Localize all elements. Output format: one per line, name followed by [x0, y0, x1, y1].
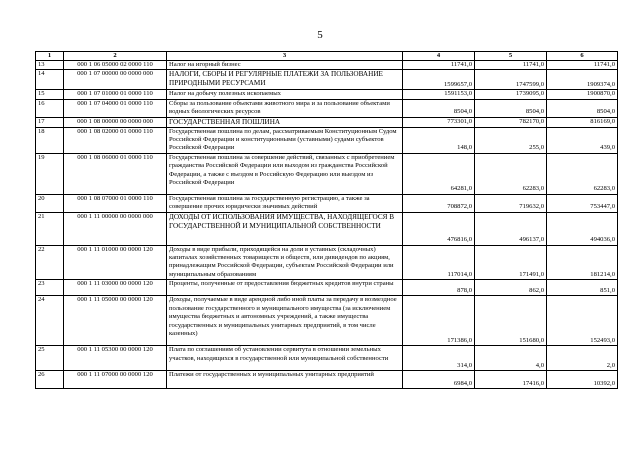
value-year-2: 255,0 — [475, 127, 547, 153]
value-year-1: 1591153,0 — [403, 90, 475, 99]
value-year-1: 8504,0 — [403, 99, 475, 117]
budget-code: 000 1 07 04000 01 0000 110 — [64, 99, 167, 117]
row-number: 18 — [36, 127, 64, 153]
revenue-name: Доходы в виде прибыли, приходящейся на доли в уставных (складочных) капиталах хозяйственных товариществ и обществ, или дивидендов по акциям, принадлежащим Российской Федерации, субъектам Российской Федерации или муниципальным образованиям — [167, 245, 403, 280]
row-number: 16 — [36, 99, 64, 117]
budget-code: 000 1 11 05300 00 0000 120 — [64, 346, 167, 371]
row-number: 17 — [36, 117, 64, 127]
value-year-2: 11741,0 — [475, 61, 547, 70]
value-year-1: 708872,0 — [403, 194, 475, 212]
value-year-1: 773301,0 — [403, 117, 475, 127]
revenue-name: ГОСУДАРСТВЕННАЯ ПОШЛИНА — [167, 117, 403, 127]
budget-code: 000 1 11 05000 00 0000 120 — [64, 296, 167, 346]
table-row — [36, 61, 618, 70]
revenue-table — [35, 51, 618, 389]
value-year-2: 496137,0 — [475, 212, 547, 245]
value-year-3: 851,0 — [547, 280, 618, 296]
budget-code: 000 1 08 06000 01 0000 110 — [64, 153, 167, 194]
row-number: 14 — [36, 70, 64, 90]
value-year-3: 62283,0 — [547, 153, 618, 194]
revenue-name: Государственная пошлина за государственную регистрацию, а также за совершение прочих юридически значимых действий — [167, 194, 403, 212]
value-year-3: 181214,0 — [547, 245, 618, 280]
budget-code: 000 1 08 02000 01 0000 110 — [64, 127, 167, 153]
value-year-3: 816169,0 — [547, 117, 618, 127]
value-year-1: 11741,0 — [403, 61, 475, 70]
revenue-name: Плата по соглашениям об установлении сервитута в отношении земельных участков, находящихся в государственной или муниципальной собственности — [167, 346, 403, 371]
budget-code: 000 1 11 00000 00 0000 000 — [64, 212, 167, 245]
revenue-name: Проценты, полученные от предоставления бюджетных кредитов внутри страны — [167, 280, 403, 296]
value-year-1: 476816,0 — [403, 212, 475, 245]
value-year-3: 2,0 — [547, 346, 618, 371]
budget-code: 000 1 07 00000 00 0000 000 — [64, 70, 167, 90]
value-year-2: 62283,0 — [475, 153, 547, 194]
table-row — [36, 90, 618, 99]
value-year-1: 148,0 — [403, 127, 475, 153]
value-year-3: 1909374,0 — [547, 70, 618, 90]
revenue-name: Налог на игорный бизнес — [167, 61, 403, 70]
value-year-1: 6984,0 — [403, 371, 475, 389]
value-year-3: 753447,0 — [547, 194, 618, 212]
table-row — [36, 296, 618, 346]
value-year-3: 439,0 — [547, 127, 618, 153]
header-cell: 5 — [475, 52, 547, 61]
budget-code: 000 1 07 01000 01 0000 110 — [64, 90, 167, 99]
value-year-3: 11741,0 — [547, 61, 618, 70]
row-number: 25 — [36, 346, 64, 371]
value-year-2: 782170,0 — [475, 117, 547, 127]
value-year-1: 117014,0 — [403, 245, 475, 280]
budget-code: 000 1 11 03000 00 0000 120 — [64, 280, 167, 296]
table-row — [36, 99, 618, 117]
table-row — [36, 371, 618, 389]
header-cell: 2 — [64, 52, 167, 61]
table-row — [36, 212, 618, 245]
value-year-2: 719632,0 — [475, 194, 547, 212]
row-number: 20 — [36, 194, 64, 212]
value-year-2: 17416,0 — [475, 371, 547, 389]
table-row — [36, 117, 618, 127]
revenue-name: Государственная пошлина по делам, рассматриваемым Конституционным Судом Российской Федерации и конституционными (уставными) судами субъектов Российской Федерации — [167, 127, 403, 153]
row-number: 22 — [36, 245, 64, 280]
row-number: 24 — [36, 296, 64, 346]
value-year-3: 8504,0 — [547, 99, 618, 117]
table-header-row — [36, 52, 618, 61]
budget-code: 000 1 08 07000 01 0000 110 — [64, 194, 167, 212]
value-year-2: 171491,0 — [475, 245, 547, 280]
value-year-2: 8504,0 — [475, 99, 547, 117]
table-row — [36, 153, 618, 194]
value-year-2: 4,0 — [475, 346, 547, 371]
budget-code: 000 1 08 00000 00 0000 000 — [64, 117, 167, 127]
value-year-2: 862,0 — [475, 280, 547, 296]
table-row — [36, 280, 618, 296]
row-number: 23 — [36, 280, 64, 296]
value-year-1: 878,0 — [403, 280, 475, 296]
budget-code: 000 1 11 01000 00 0000 120 — [64, 245, 167, 280]
page-number: 5 — [317, 29, 323, 41]
table-row — [36, 346, 618, 371]
header-cell: 4 — [403, 52, 475, 61]
value-year-2: 1739095,0 — [475, 90, 547, 99]
header-cell: 6 — [547, 52, 618, 61]
table-row — [36, 245, 618, 280]
revenue-name: Государственная пошлина за совершение действий, связанных с приобретением гражданства Российской Федерации или выходом из гражданства Российской Федерации, а также с въездом в Российскую Федерацию или выездом из Российской Федерации — [167, 153, 403, 194]
revenue-name: Платежи от государственных и муниципальных унитарных предприятий — [167, 371, 403, 389]
budget-code: 000 1 06 05000 02 0000 110 — [64, 61, 167, 70]
row-number: 15 — [36, 90, 64, 99]
value-year-3: 152493,0 — [547, 296, 618, 346]
row-number: 26 — [36, 371, 64, 389]
value-year-3: 10392,0 — [547, 371, 618, 389]
table-row — [36, 70, 618, 90]
value-year-2: 1747599,0 — [475, 70, 547, 90]
budget-code: 000 1 11 07000 00 0000 120 — [64, 371, 167, 389]
header-cell: 1 — [36, 52, 64, 61]
value-year-1: 314,0 — [403, 346, 475, 371]
value-year-1: 171386,0 — [403, 296, 475, 346]
value-year-1: 64281,0 — [403, 153, 475, 194]
row-number: 19 — [36, 153, 64, 194]
revenue-name: Сборы за пользование объектами животного мира и за пользование объектами водных биологических ресурсов — [167, 99, 403, 117]
row-number: 13 — [36, 61, 64, 70]
revenue-name: Налог на добычу полезных ископаемых — [167, 90, 403, 99]
table-row — [36, 127, 618, 153]
revenue-name: ДОХОДЫ ОТ ИСПОЛЬЗОВАНИЯ ИМУЩЕСТВА, НАХОДЯЩЕГОСЯ В ГОСУДАРСТВЕННОЙ И МУНИЦИПАЛЬНОЙ СОБСТВЕННОСТИ — [167, 212, 403, 245]
revenue-name: НАЛОГИ, СБОРЫ И РЕГУЛЯРНЫЕ ПЛАТЕЖИ ЗА ПОЛЬЗОВАНИЕ ПРИРОДНЫМИ РЕСУРСАМИ — [167, 70, 403, 90]
value-year-3: 494036,0 — [547, 212, 618, 245]
value-year-2: 151680,0 — [475, 296, 547, 346]
revenue-name: Доходы, получаемые в виде арендной либо иной платы за передачу в возмездное пользование государственного и муниципального имущества (за исключением имущества бюджетных и автономных учреждений, а также имущества государственных и муниципальных унитарных предприятий, в том числе казенных) — [167, 296, 403, 346]
row-number: 21 — [36, 212, 64, 245]
header-cell: 3 — [167, 52, 403, 61]
value-year-1: 1599657,0 — [403, 70, 475, 90]
table-row — [36, 194, 618, 212]
value-year-3: 1900870,0 — [547, 90, 618, 99]
